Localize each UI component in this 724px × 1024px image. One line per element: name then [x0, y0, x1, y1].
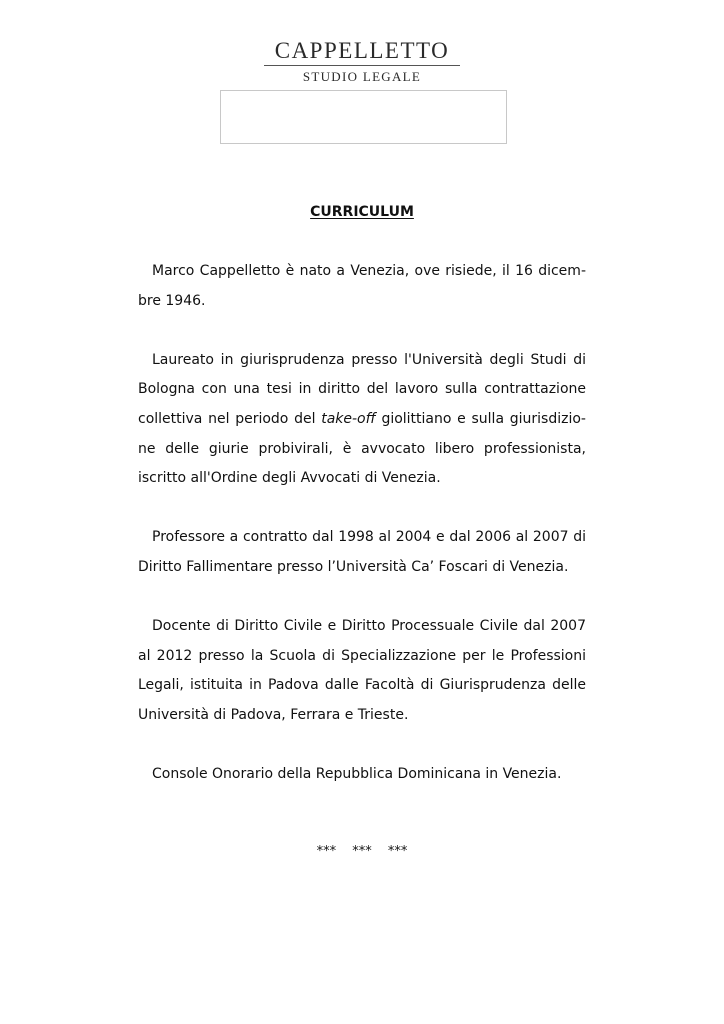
- paragraph-teaching: Docente di Diritto Civile e Diritto Processuale Civile dal 2007 al 2012 presso la Scuola di Specializzazione per le Professioni Legali, istituita in Padova dalle Facoltà di Giurisprudenza delle Università di Padova, Ferrara e Trieste.: [138, 618, 586, 723]
- document-title: CURRICULUM: [310, 204, 414, 220]
- paragraph-professorship: Professore a contratto dal 1998 al 2004 e dal 2006 al 2007 di Diritto Fallimentare presso l’Università Ca’ Foscari di Venezia.: [138, 529, 586, 575]
- logo-placeholder-box: [220, 90, 507, 144]
- firm-subtitle: STUDIO LEGALE: [302, 69, 422, 84]
- end-marks: [0, 843, 724, 861]
- paragraph-education-emphasis: take-off: [321, 410, 376, 427]
- paragraph-education-part-2: giolittiano e sulla giurisdizione delle giurie probivirali, è avvocato libero professionista, iscritto all'Ordine degli Avvocati di Venezia.: [138, 410, 586, 487]
- firm-name: CAPPELLETTO: [274, 38, 450, 63]
- end-mark: ***: [387, 844, 408, 859]
- paragraph-birth: Marco Cappelletto è nato a Venezia, ove risiede, il 16 dicembre 1946.: [138, 263, 586, 309]
- paragraph-education: [138, 346, 586, 494]
- letterhead-rule: [264, 65, 460, 66]
- end-mark: ***: [316, 844, 337, 859]
- paragraph-consul: Console Onorario della Repubblica Dominicana in Venezia.: [152, 766, 562, 783]
- letterhead: [0, 38, 724, 85]
- paragraph-education-part-1: Laureato in giurisprudenza presso l'Università degli Studi di Bologna con una tesi in diritto del lavoro sulla contrattazione collettiva nel periodo del: [138, 351, 586, 427]
- document-body: [138, 257, 586, 790]
- end-mark: ***: [352, 844, 372, 859]
